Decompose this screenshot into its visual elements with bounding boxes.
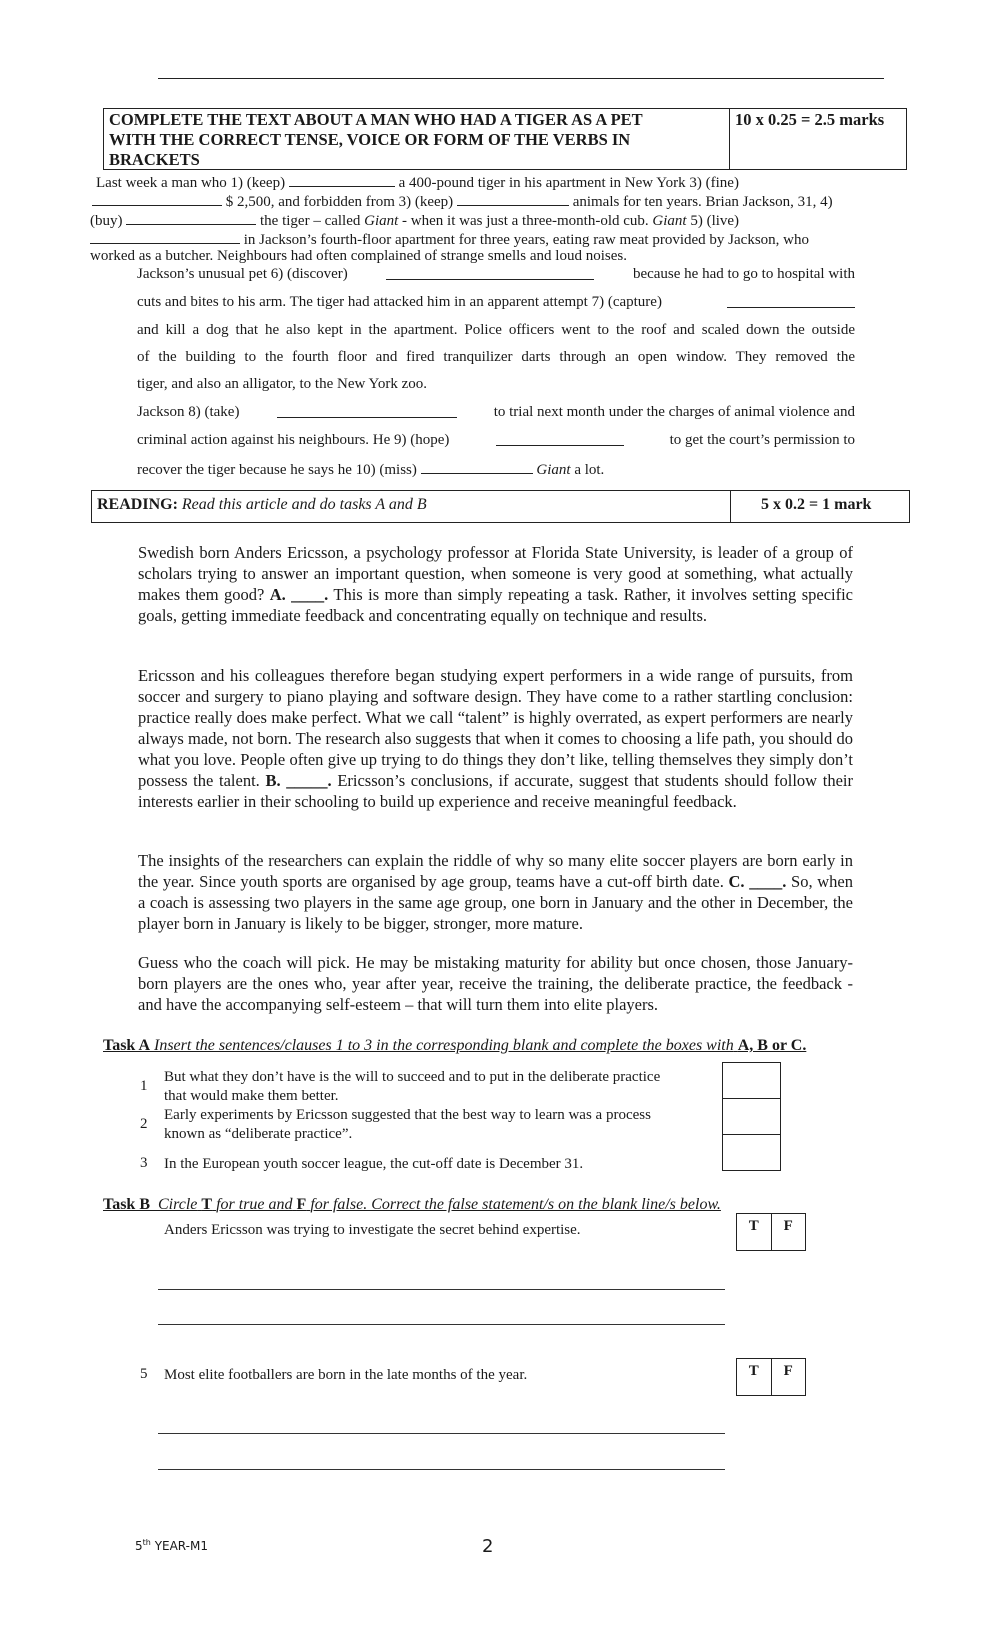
text-segment: recover the tiger because he says he 10) (miss) — [137, 462, 417, 478]
section1-p3-line1 — [137, 403, 855, 422]
section1-title — [109, 110, 724, 170]
text-segment: a lot. — [574, 462, 605, 478]
text-segment: Jackson 8) (take) — [137, 404, 240, 420]
text-segment: to get the court’s permission to — [669, 432, 855, 448]
section1-p2-line2 — [137, 293, 855, 312]
task-a-item-line: Early experiments by Ericsson suggested that the best way to learn was a process — [164, 1107, 651, 1123]
top-rule — [158, 78, 884, 79]
correction-line[interactable] — [158, 1324, 725, 1325]
text-segment: Jackson’s unusual pet 6) (discover) — [137, 266, 348, 282]
correction-line[interactable] — [158, 1433, 725, 1434]
section1-p3-line2 — [137, 431, 855, 450]
task-b-item-number: 5 — [140, 1366, 148, 1382]
section1-p2-line1 — [137, 265, 855, 284]
answer-blank-4[interactable] — [126, 210, 256, 225]
reading-paragraph-3 — [138, 850, 853, 934]
answer-blank-7[interactable] — [727, 293, 855, 308]
false-option[interactable]: F — [771, 1359, 806, 1395]
text-segment: to trial next month under the charges of animal violence and — [493, 404, 855, 420]
text-segment: - when it was just a three-month-old cub. — [402, 213, 649, 229]
section1-marks: 10 x 0.25 = 2.5 marks — [735, 110, 885, 129]
task-a-answer-box-3[interactable] — [722, 1134, 781, 1171]
task-a-item-number: 3 — [140, 1155, 148, 1171]
footer-year-number: 5 — [135, 1539, 143, 1553]
false-option[interactable]: F — [771, 1214, 806, 1250]
text-segment: in Jackson’s fourth-floor apartment for three years, eating raw meat provided by Jackson, who — [243, 232, 809, 248]
task-b-tf-box[interactable] — [736, 1358, 806, 1396]
correction-line[interactable] — [158, 1289, 725, 1290]
text-segment: $ 2,500, and forbidden from 3) (keep) — [225, 194, 454, 210]
task-b-f: F — [296, 1196, 307, 1213]
text-segment: worked as a butcher. Neighbours had often complained of strange smells and loud noises. — [90, 248, 627, 264]
text-segment: Last week a man who 1) (keep) — [96, 175, 286, 191]
giant-name: Giant — [652, 213, 687, 229]
section1-title-line: WITH THE CORRECT TENSE, VOICE OR FORM OF THE VERBS IN — [109, 130, 631, 149]
reading-paragraph-4: Guess who the coach will pick. He may be mistaking maturity for ability but once chosen, those January-born players are the ones who, year after year, receive the training, the deliberate practice, the feedback - and have the accompanying self-esteem – that will turn them into elite players. — [138, 953, 853, 1014]
answer-blank-10[interactable] — [421, 459, 533, 474]
answer-blank-6[interactable] — [386, 265, 594, 280]
reading-instruction: Read this article and do tasks A and B — [181, 496, 427, 513]
text-segment: because he had to go to hospital with — [632, 266, 855, 282]
page-number: 2 — [482, 1536, 494, 1557]
section1-p1-line2 — [92, 191, 833, 212]
section1-title-line: BRACKETS — [109, 150, 200, 169]
text-segment: animals for ten years. Brian Jackson, 31, 4) — [572, 194, 833, 210]
text-segment: So, when a coach is assessing two players in the same age group, one born in January and the other in December, the player born in January is likely to be bigger, stronger, more mature. — [138, 872, 853, 933]
true-option[interactable]: T — [748, 1363, 759, 1379]
task-a-item-number: 1 — [140, 1078, 148, 1094]
task-b-instruction: for false. Correct the false statement/s on the blank line/s below. — [310, 1196, 721, 1213]
task-a-item-line: that would make them better. — [164, 1088, 339, 1104]
footer-year-text: YEAR-M1 — [154, 1539, 208, 1553]
task-b-item-text: Anders Ericsson was trying to investigate the secret behind expertise. — [164, 1222, 581, 1238]
answer-blank-2[interactable] — [92, 191, 222, 206]
task-b-instruction: for true and — [216, 1196, 293, 1213]
reading-header — [97, 496, 427, 514]
gap-b: B. _____. — [265, 771, 332, 790]
giant-name: Giant — [364, 213, 399, 229]
text-segment: 5) (live) — [690, 213, 740, 229]
task-a-answer-box-2[interactable] — [722, 1098, 781, 1135]
answer-blank-1[interactable] — [289, 172, 395, 187]
text-segment: The insights of the researchers can explain the riddle of why so many elite soccer players are born early in the year. Since youth sports are organised by age group, teams have a cut-off birth date. — [138, 851, 853, 891]
text-segment: criminal action against his neighbours. He 9) (hope) — [137, 432, 450, 448]
answer-blank-8[interactable] — [277, 403, 457, 418]
section1-p2-line3: and kill a dog that he also kept in the apartment. Police officers went to the roof and scaled down the outside — [137, 322, 855, 338]
task-a-item-number: 2 — [140, 1116, 148, 1132]
task-a-item-line: known as “deliberate practice”. — [164, 1126, 353, 1142]
task-b-title — [103, 1196, 721, 1214]
text-segment: the tiger – called — [260, 213, 361, 229]
text-segment: Ericsson and his colleagues therefore began studying expert performers in a wide range of pursuits, from soccer and surgery to piano playing and software design. They have come to a rather startling conclusion: practice really does make perfect. What we call “talent” is highly overrated, as expert performers are nearly always made, not born. The research also suggests that when it comes to choosing a life path, you should do what you love. People often give up trying to do things they don’t like, telling themselves they simply don’t possess the talent. — [138, 666, 853, 790]
task-a-item-line: But what they don’t have is the will to succeed and to put in the deliberate practice — [164, 1069, 661, 1085]
task-b-item-text: Most elite footballers are born in the late months of the year. — [164, 1367, 528, 1383]
task-a-label: Task A — [103, 1037, 150, 1054]
section1-p3-line3 — [137, 459, 604, 480]
footer-year-sup: th — [142, 1538, 151, 1547]
task-a-item-text: In the European youth soccer league, the cut-off date is December 31. — [164, 1156, 584, 1172]
section1-p2-line4: of the building to the fourth floor and fired tranquilizer darts through an open window. They removed the — [137, 349, 855, 365]
section1-p1-line3 — [90, 210, 739, 231]
footer-year — [135, 1538, 208, 1553]
task-a-instruction-bold: A, B or C. — [737, 1037, 807, 1054]
gap-a: A. ____. — [269, 585, 329, 604]
giant-name: Giant — [536, 462, 571, 478]
text-segment: (buy) — [90, 213, 123, 229]
task-a-item-text — [164, 1068, 704, 1106]
section1-p1-line1 — [96, 172, 739, 193]
section1-title-line: COMPLETE THE TEXT ABOUT A MAN WHO HAD A TIGER AS A PET — [109, 110, 643, 129]
answer-blank-5[interactable] — [90, 229, 240, 244]
task-a-item-text — [164, 1106, 704, 1144]
reading-marks: 5 x 0.2 = 1 mark — [761, 496, 872, 513]
reading-label: READING: — [97, 496, 178, 513]
text-segment: This is more than simply repeating a task. Rather, it involves setting specific goals, getting immediate feedback and concentrating equally on technique and results. — [138, 585, 854, 625]
text-segment: Swedish born Anders Ericsson, a psychology professor at Florida State University, is leader of a group of scholars trying to answer an important question, when someone is very good at something, what actually makes them good? — [138, 543, 853, 604]
task-a-title — [103, 1037, 806, 1055]
task-a-instruction: Insert the sentences/clauses 1 to 3 in the corresponding blank and complete the boxes with — [154, 1037, 734, 1054]
correction-line[interactable] — [158, 1469, 725, 1470]
text-segment: a 400-pound tiger in his apartment in New York 3) (fine) — [398, 175, 739, 191]
task-b-label: Task B — [103, 1196, 150, 1213]
true-option[interactable]: T — [748, 1218, 759, 1234]
task-a-answer-box-1[interactable] — [722, 1062, 781, 1099]
text-segment: cuts and bites to his arm. The tiger had attacked him in an apparent attempt 7) (capture) — [137, 294, 662, 310]
task-b-instruction: Circle — [158, 1196, 198, 1213]
section1-p2-line5: tiger, and also an alligator, to the New York zoo. — [137, 376, 427, 392]
reading-paragraph-2 — [138, 665, 853, 812]
gap-c: C. ____. — [728, 872, 787, 891]
answer-blank-3[interactable] — [457, 191, 569, 206]
task-b-t: T — [201, 1196, 213, 1213]
reading-paragraph-1 — [138, 542, 853, 626]
answer-blank-9[interactable] — [496, 431, 624, 446]
task-b-tf-box[interactable] — [736, 1213, 806, 1251]
section1-p1-line5 — [90, 247, 627, 266]
text-segment: Ericsson’s conclusions, if accurate, suggest that students should follow their interests earlier in their schooling to build up experience and receive meaningful feedback. — [138, 771, 853, 811]
